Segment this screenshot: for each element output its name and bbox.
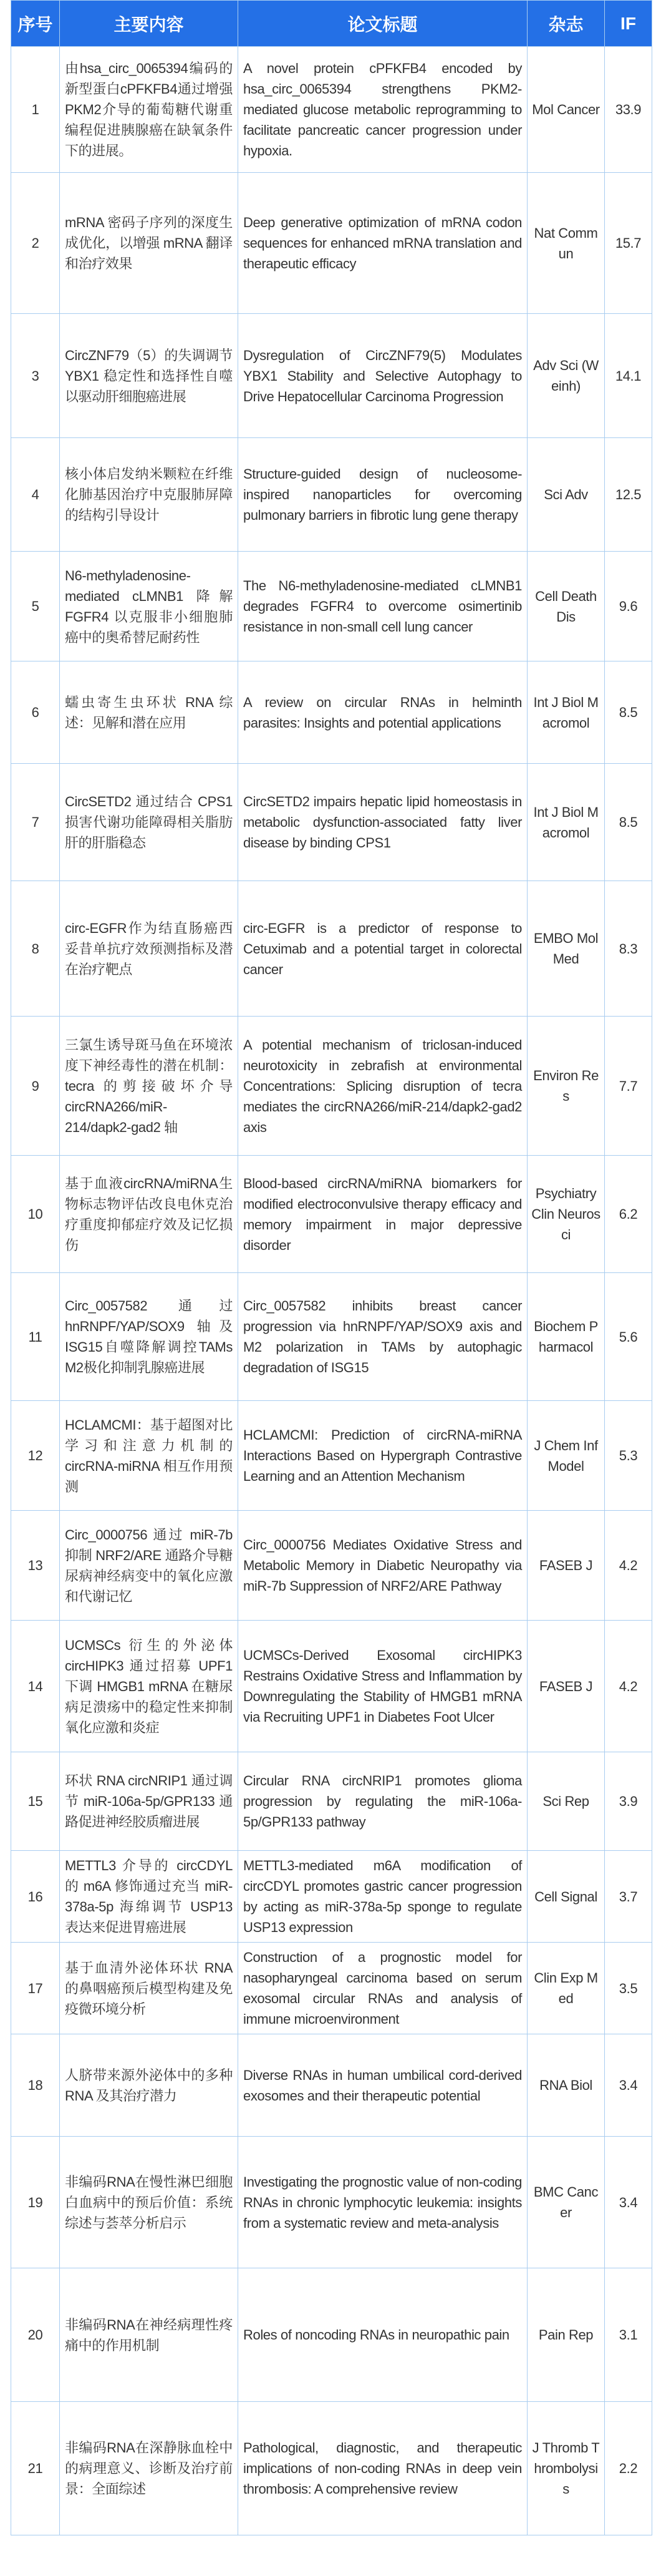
row-impact-factor: 3.9: [605, 1752, 652, 1851]
row-summary: 人脐带来源外泌体中的多种 RNA 及其治疗潜力: [60, 2034, 238, 2137]
row-summary: 非编码RNA在神经病理性疼痛中的作用机制: [60, 2268, 238, 2402]
row-number: 14: [11, 1621, 60, 1752]
row-paper-title: A novel protein cPFKFB4 encoded by hsa_circ_0065394 strengthens PKM2-mediated glucose metabolic reprogramming to facilitate pancreatic cancer progression under hypoxia.: [238, 47, 528, 173]
row-journal: Environ Res: [528, 1017, 605, 1156]
row-summary: CircZNF79（5）的失调调节 YBX1 稳定性和选择性自噬以驱动肝细胞癌进展: [60, 314, 238, 438]
row-impact-factor: 9.6: [605, 552, 652, 661]
row-number: 1: [11, 47, 60, 173]
table-row: [11, 2402, 652, 2535]
row-journal: Clin Exp Med: [528, 1943, 605, 2034]
table-row: [11, 1017, 652, 1156]
row-summary: 非编码RNA在慢性淋巴细胞白血病中的预后价值：系统综述与荟萃分析启示: [60, 2137, 238, 2268]
row-paper-title: UCMSCs-Derived Exosomal circHIPK3 Restrains Oxidative Stress and Inflammation by Downregulating the Stability of HMGB1 mRNA via Recruiting UPF1 in Diabetes Foot Ulcer: [238, 1621, 528, 1752]
header-if: IF: [605, 1, 652, 47]
row-paper-title: Dysregulation of CircZNF79(5) Modulates YBX1 Stability and Selective Autophagy to Drive Hepatocellular Carcinoma Progression: [238, 314, 528, 438]
row-number: 8: [11, 881, 60, 1017]
row-journal: Mol Cancer: [528, 47, 605, 173]
row-number: 2: [11, 173, 60, 314]
row-number: 7: [11, 764, 60, 881]
row-journal: Nat Commun: [528, 173, 605, 314]
table-row: [11, 1156, 652, 1273]
row-number: 12: [11, 1401, 60, 1511]
row-journal: BMC Cancer: [528, 2137, 605, 2268]
table-row: [11, 1401, 652, 1511]
row-journal: Cell Signal: [528, 1851, 605, 1943]
row-journal: RNA Biol: [528, 2034, 605, 2137]
row-journal: Pain Rep: [528, 2268, 605, 2402]
row-paper-title: Pathological, diagnostic, and therapeutic implications of non-coding RNAs in deep vein thrombosis: A comprehensive review: [238, 2402, 528, 2535]
table-row: [11, 2137, 652, 2268]
row-summary: 非编码RNA在深静脉血栓中的病理意义、诊断及治疗前景：全面综述: [60, 2402, 238, 2535]
row-paper-title: HCLAMCMI: Prediction of circRNA-miRNA Interactions Based on Hypergraph Contrastive Learning and an Attention Mechanism: [238, 1401, 528, 1511]
row-journal: EMBO Mol Med: [528, 881, 605, 1017]
row-paper-title: The N6-methyladenosine-mediated cLMNB1 degrades FGFR4 to overcome osimertinib resistance in non-small cell lung cancer: [238, 552, 528, 661]
row-impact-factor: 4.2: [605, 1511, 652, 1621]
papers-table: [11, 0, 652, 2535]
row-impact-factor: 8.3: [605, 881, 652, 1017]
table-row: [11, 1621, 652, 1752]
row-number: 15: [11, 1752, 60, 1851]
row-number: 3: [11, 314, 60, 438]
row-impact-factor: 4.2: [605, 1621, 652, 1752]
row-summary: 核小体启发纳米颗粒在纤维化肺基因治疗中克服肺屏障的结构引导设计: [60, 438, 238, 552]
row-number: 20: [11, 2268, 60, 2402]
table-row: [11, 1752, 652, 1851]
row-number: 18: [11, 2034, 60, 2137]
row-number: 21: [11, 2402, 60, 2535]
row-journal: Biochem Pharmacol: [528, 1273, 605, 1401]
row-summary: METTL3 介导的 circCDYL 的 m6A 修饰通过充当 miR-378a-5p 海绵调节 USP13 表达来促进胃癌进展: [60, 1851, 238, 1943]
row-paper-title: Investigating the prognostic value of non-coding RNAs in chronic lymphocytic leukemia: insights from a systematic review and meta-analysis: [238, 2137, 528, 2268]
row-number: 4: [11, 438, 60, 552]
table-row: [11, 1851, 652, 1943]
row-journal: J Thromb Thrombolysis: [528, 2402, 605, 2535]
row-impact-factor: 5.3: [605, 1401, 652, 1511]
row-paper-title: Circ_0057582 inhibits breast cancer progression via hnRNPF/YAP/SOX9 axis and M2 polarization in TAMs by autophagic degradation of ISG15: [238, 1273, 528, 1401]
table-row: [11, 881, 652, 1017]
table-row: [11, 438, 652, 552]
table-row: [11, 47, 652, 173]
row-impact-factor: 3.1: [605, 2268, 652, 2402]
table-row: [11, 1511, 652, 1621]
row-paper-title: METTL3-mediated m6A modification of circCDYL promotes gastric cancer progression by acting as miR-378a-5p sponge to regulate USP13 expression: [238, 1851, 528, 1943]
row-impact-factor: 3.4: [605, 2034, 652, 2137]
row-paper-title: Structure-guided design of nucleosome-inspired nanoparticles for overcoming pulmonary barriers in fibrotic lung gene therapy: [238, 438, 528, 552]
row-paper-title: A potential mechanism of triclosan-induced neurotoxicity in zebrafish at environmental Concentrations: Splicing disruption of tecra mediates the circRNA266/miR-214/dapk2-gad2 axis: [238, 1017, 528, 1156]
row-number: 11: [11, 1273, 60, 1401]
header-title: 论文标题: [238, 1, 528, 47]
row-paper-title: A review on circular RNAs in helminth parasites: Insights and potential applications: [238, 661, 528, 764]
row-journal: Int J Biol Macromol: [528, 764, 605, 881]
row-number: 13: [11, 1511, 60, 1621]
row-summary: Circ_0057582 通过 hnRNPF/YAP/SOX9 轴及ISG15自噬降解调控TAMs M2极化抑制乳腺癌进展: [60, 1273, 238, 1401]
header-journal: 杂志: [528, 1, 605, 47]
row-impact-factor: 6.2: [605, 1156, 652, 1273]
row-paper-title: circ-EGFR is a predictor of response to Cetuximab and a potential target in colorectal cancer: [238, 881, 528, 1017]
row-number: 9: [11, 1017, 60, 1156]
header-summary: 主要内容: [60, 1, 238, 47]
row-number: 6: [11, 661, 60, 764]
row-paper-title: Circular RNA circNRIP1 promotes glioma progression by regulating the miR-106a-5p/GPR133 pathway: [238, 1752, 528, 1851]
row-summary: HCLAMCMI：基于超图对比学习和注意力机制的 circRNA-miRNA 相互作用预测: [60, 1401, 238, 1511]
row-summary: N6-methyladenosine-mediated cLMNB1 降解 FGFR4 以克服非小细胞肺癌中的奥希替尼耐药性: [60, 552, 238, 661]
row-summary: circ-EGFR作为结直肠癌西妥昔单抗疗效预测指标及潜在治疗靶点: [60, 881, 238, 1017]
row-summary: CircSETD2 通过结合 CPS1 损害代谢功能障碍相关脂肪肝的肝脂稳态: [60, 764, 238, 881]
row-journal: J Chem Inf Model: [528, 1401, 605, 1511]
row-impact-factor: 15.7: [605, 173, 652, 314]
row-impact-factor: 14.1: [605, 314, 652, 438]
header-no: 序号: [11, 1, 60, 47]
row-journal: FASEB J: [528, 1511, 605, 1621]
row-journal: Sci Rep: [528, 1752, 605, 1851]
row-summary: 环状 RNA circNRIP1 通过调节 miR-106a-5p/GPR133 通路促进神经胶质瘤进展: [60, 1752, 238, 1851]
row-number: 5: [11, 552, 60, 661]
row-journal: Int J Biol Macromol: [528, 661, 605, 764]
table-row: [11, 552, 652, 661]
row-paper-title: Circ_0000756 Mediates Oxidative Stress and Metabolic Memory in Diabetic Neuropathy via miR-7b Suppression of NRF2/ARE Pathway: [238, 1511, 528, 1621]
row-summary: 由hsa_circ_0065394编码的新型蛋白cPFKFB4通过增强PKM2介导的葡萄糖代谢重编程促进胰腺癌在缺氧条件下的进展。: [60, 47, 238, 173]
row-summary: 基于血液circRNA/miRNA生物标志物评估改良电休克治疗重度抑郁症疗效及记忆损伤: [60, 1156, 238, 1273]
row-impact-factor: 3.7: [605, 1851, 652, 1943]
row-number: 10: [11, 1156, 60, 1273]
row-impact-factor: 12.5: [605, 438, 652, 552]
row-impact-factor: 3.5: [605, 1943, 652, 2034]
row-number: 17: [11, 1943, 60, 2034]
row-paper-title: Blood-based circRNA/miRNA biomarkers for modified electroconvulsive therapy efficacy and memory impairment in major depressive disorder: [238, 1156, 528, 1273]
row-summary: 基于血清外泌体环状 RNA 的鼻咽癌预后模型构建及免疫微环境分析: [60, 1943, 238, 2034]
row-summary: Circ_0000756 通过 miR-7b 抑制 NRF2/ARE 通路介导糖尿病神经病变中的氧化应激和代谢记忆: [60, 1511, 238, 1621]
row-impact-factor: 8.5: [605, 661, 652, 764]
row-number: 19: [11, 2137, 60, 2268]
row-journal: FASEB J: [528, 1621, 605, 1752]
table-row: [11, 764, 652, 881]
table-row: [11, 173, 652, 314]
row-impact-factor: 8.5: [605, 764, 652, 881]
row-paper-title: Deep generative optimization of mRNA codon sequences for enhanced mRNA translation and therapeutic efficacy: [238, 173, 528, 314]
row-summary: UCMSCs 衍生的外泌体 circHIPK3 通过招募 UPF1 下调 HMGB1 mRNA 在糖尿病足溃疡中的稳定性来抑制氧化应激和炎症: [60, 1621, 238, 1752]
row-impact-factor: 33.9: [605, 47, 652, 173]
table-row: [11, 1943, 652, 2034]
table-row: [11, 2034, 652, 2137]
row-summary: 蠕虫寄生虫环状 RNA 综述：见解和潜在应用: [60, 661, 238, 764]
table-row: [11, 1273, 652, 1401]
row-journal: Psychiatry Clin Neurosci: [528, 1156, 605, 1273]
row-summary: mRNA 密码子序列的深度生成优化，以增强 mRNA 翻译和治疗效果: [60, 173, 238, 314]
row-paper-title: Construction of a prognostic model for nasopharyngeal carcinoma based on serum exosomal circular RNAs and analysis of immune microenvironment: [238, 1943, 528, 2034]
table-row: [11, 661, 652, 764]
row-journal: Adv Sci (Weinh): [528, 314, 605, 438]
row-impact-factor: 5.6: [605, 1273, 652, 1401]
row-paper-title: CircSETD2 impairs hepatic lipid homeostasis in metabolic dysfunction-associated fatty liver disease by binding CPS1: [238, 764, 528, 881]
table-header-row: [11, 1, 652, 47]
row-impact-factor: 2.2: [605, 2402, 652, 2535]
table-row: [11, 2268, 652, 2402]
row-journal: Cell Death Dis: [528, 552, 605, 661]
row-impact-factor: 3.4: [605, 2137, 652, 2268]
table-body: [11, 47, 652, 2535]
row-number: 16: [11, 1851, 60, 1943]
row-paper-title: Diverse RNAs in human umbilical cord-derived exosomes and their therapeutic potential: [238, 2034, 528, 2137]
row-summary: 三氯生诱导斑马鱼在环境浓度下神经毒性的潜在机制：tecra 的剪接破坏介导 circRNA266/miR-214/dapk2-gad2 轴: [60, 1017, 238, 1156]
row-impact-factor: 7.7: [605, 1017, 652, 1156]
table-row: [11, 314, 652, 438]
row-paper-title: Roles of noncoding RNAs in neuropathic pain: [238, 2268, 528, 2402]
row-journal: Sci Adv: [528, 438, 605, 552]
